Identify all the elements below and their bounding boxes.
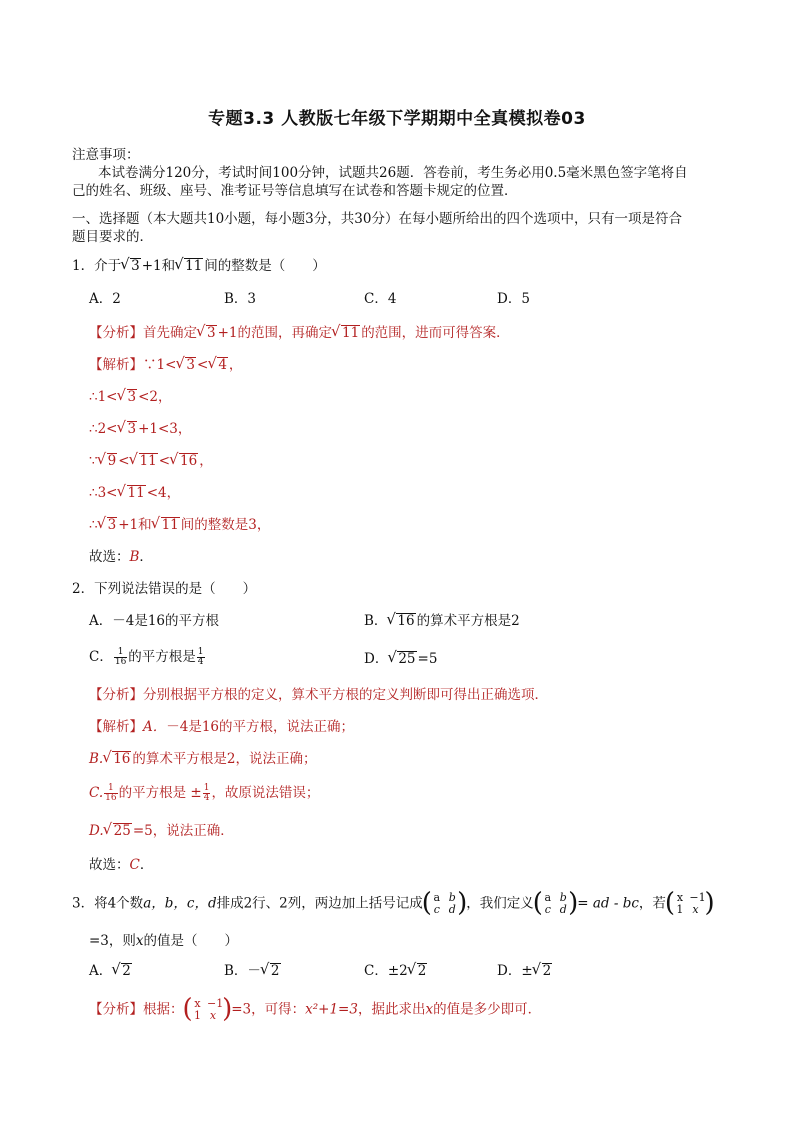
question-1-answer: 故选：B． <box>89 549 153 565</box>
question-2-option-a: A．－4是16的平方根 <box>89 613 220 629</box>
question-1-stem: 1．介于√ 3 +1和√ 11 间的整数是（ ） <box>72 257 326 275</box>
question-2-option-c: C． $\frac{1}{16}$ 的平方根是 $\frac{1}{4}$ <box>89 647 204 667</box>
question-1-option-d: D．5 <box>497 291 530 307</box>
question-2-solution-b: B.√ 16 的算术平方根是2，说法正确； <box>89 750 317 768</box>
question-2-answer: 故选：C． <box>89 857 154 873</box>
question-1-solution-step-3: ∴2<√ 3 +1<3， <box>89 420 191 438</box>
question-3-option-d: D．±√ 2 <box>497 962 553 980</box>
question-2-solution-a: 【解析】A．－4是16的平方根，说法正确； <box>89 719 355 735</box>
section-header-line-1: 一、选择题（本大题共10小题，每小题3分，共30分）在每小题所给出的四个选项中，只有一项是符合 <box>72 211 682 227</box>
question-2-stem: 2．下列说法错误的是（ ） <box>72 581 257 597</box>
question-3-analysis: 【分析】根据： ( x −1 1 x ) =3，可得：x²+1=3，据此求出x的值是多少即可． <box>89 998 541 1022</box>
question-1-option-c: C．4 <box>364 291 397 307</box>
question-2-analysis: 【分析】分别根据平方根的定义，算术平方根的定义判断即可得出正确选项． <box>89 687 548 703</box>
page-title: 专题3.3 人教版七年级下学期期中全真模拟卷03 <box>208 109 586 129</box>
sqrt-expression: √ 11 <box>332 324 360 342</box>
question-1-solution-step-4: ∵√ 9 <√ 11 <√ 16 ， <box>89 452 213 470</box>
matrix: ( x −1 1 x ) <box>185 998 231 1022</box>
sqrt-expression: √ 3 <box>121 257 141 275</box>
question-1-solution-step-2: ∴1<√ 3 <2， <box>89 388 172 406</box>
question-3-option-b: B．－√ 2 <box>224 962 282 980</box>
question-3-option-a: A．√ 2 <box>89 962 133 980</box>
matrix: ( a b c d ) <box>424 892 466 916</box>
sqrt-expression: √ 3 <box>197 324 217 342</box>
section-header-line-2: 题目要求的． <box>72 229 153 245</box>
question-1-solution-step-1: 【解析】∵1<√ 3 <√ 4 ， <box>89 356 242 374</box>
fraction: $\frac{1}{16}$ <box>114 647 127 667</box>
question-2-option-b: B．√ 16 的算术平方根是2 <box>364 612 520 630</box>
matrix: ( x −1 1 x ) <box>667 892 713 916</box>
notice-line-2: 己的姓名、班级、座号、准考证号等信息填写在试卷和答题卡规定的位置． <box>72 183 518 199</box>
question-1-option-b: B．3 <box>224 291 257 307</box>
fraction: $\frac{1}{4}$ <box>197 647 204 667</box>
question-2-option-d: D．√ 25 =5 <box>364 650 437 668</box>
question-1-solution-step-6: ∴√ 3 +1和√ 11 间的整数是3， <box>89 516 270 534</box>
question-1-option-a: A．2 <box>89 291 121 307</box>
notice-heading: 注意事项： <box>72 147 140 163</box>
matrix: ( a b c d ) <box>535 892 577 916</box>
question-2-solution-d: D.√ 25 =5，说法正确． <box>89 822 234 840</box>
question-3-option-c: C．±2√ 2 <box>364 962 428 980</box>
question-1-solution-step-5: ∴3<√ 11 <4， <box>89 484 180 502</box>
sqrt-expression: √ 11 <box>175 257 203 275</box>
notice-line-1: 本试卷满分120分，考试时间100分钟，试题共26题．答卷前，考生务必用0.5毫米黑色签字笔将自 <box>98 165 688 181</box>
question-1-analysis: 【分析】首先确定√ 3 +1的范围，再确定√ 11 的范围，进而可得答案． <box>89 324 510 342</box>
question-3-stem-line-2: =3，则x的值是（ ） <box>89 933 239 949</box>
question-3-stem-line-1: 3．将4个数a，b，c，d排成2行、2列，两边加上括号记成 ( a b c d ) ，我们定义 ( a b c d ) = ad - bc，若 ( x −1 1 x ) <box>72 892 714 916</box>
question-2-solution-c: C. $\frac{1}{16}$ 的平方根是 ± $\frac{1}{4}$ ，故原说法错误； <box>89 783 320 803</box>
